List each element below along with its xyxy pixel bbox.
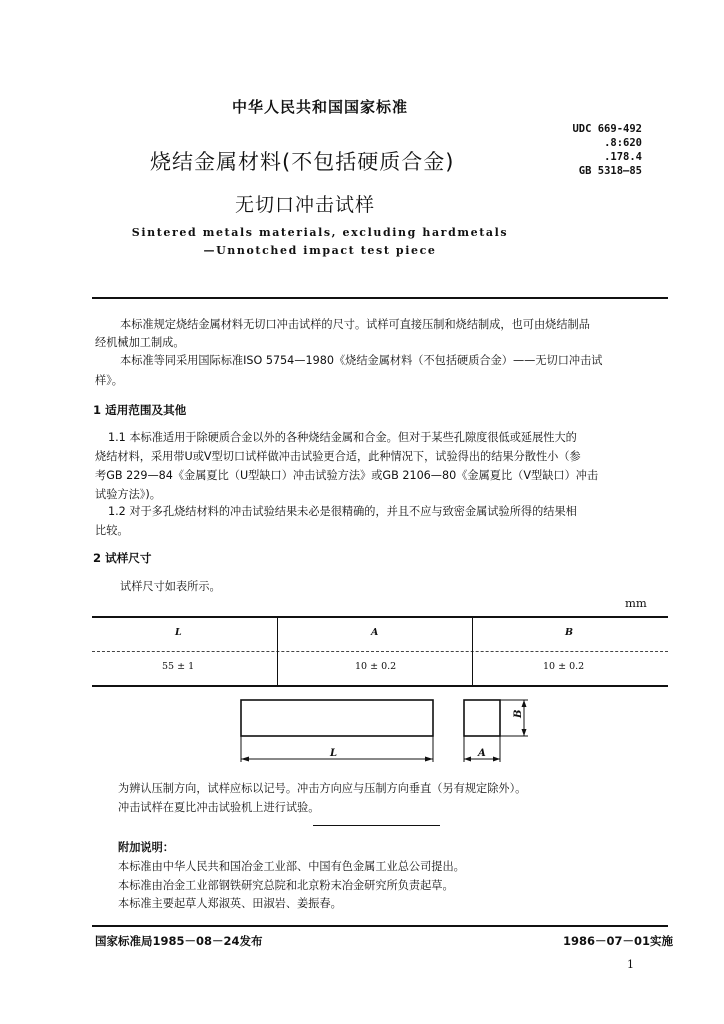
national-standard-label: 中华人民共和国国家标准	[231, 98, 408, 116]
table-header-l: L	[175, 627, 182, 638]
effective-date: 1986－07－01实施	[563, 934, 674, 948]
section1-heading: 1 适用范围及其他	[93, 403, 187, 417]
intro-p1-line1: 本标准规定烧结金属材料无切口冲击试样的尺寸。试样可直接压制和烧结制成，也可由烧结制品	[120, 318, 590, 331]
clause-1-1-line2: 烧结材料，采用带U或V型切口试样做冲击试验更合适，此种情况下，试验得出的结果分散性小（参	[95, 450, 581, 463]
clause-1-1-line1: 1.1 本标准适用于除硬质合金以外的各种烧结金属和合金。但对于某些孔隙度很低或延展性大的	[108, 431, 577, 444]
specimen-drawing	[230, 698, 540, 770]
udc-line: .178.4	[604, 151, 642, 163]
table-cell-l: 55 ± 1	[162, 661, 195, 672]
specimen-end-view	[464, 700, 500, 736]
additional-line2: 本标准由冶金工业部钢铁研究总院和北京粉末冶金研究所负责起草。	[118, 879, 454, 892]
section2-heading: 2 试样尺寸	[93, 551, 152, 565]
table-cell-b: 10 ± 0.2	[543, 661, 585, 672]
specimen-side-view	[241, 700, 433, 736]
table-header-rule	[92, 651, 668, 653]
marking-note-line2: 冲击试样在夏比冲击试验机上进行试验。	[118, 801, 320, 814]
title-en-line2: —Unnotched impact test piece	[203, 244, 437, 257]
additional-notes-heading: 附加说明：	[118, 841, 174, 854]
title-en-line1: Sintered metals materials, excluding hardmetals	[131, 226, 509, 239]
clause-1-1-line4: 试验方法》)。	[95, 488, 161, 501]
table-col-divider	[472, 617, 473, 685]
gb-number: GB 5318—85	[578, 165, 642, 177]
section2-intro: 试样尺寸如表所示。	[120, 580, 221, 593]
udc-code-block	[556, 122, 642, 178]
issue-date: 国家标准局1985－08－24发布	[95, 934, 263, 948]
page-number: 1	[627, 958, 634, 971]
clause-1-2-line1: 1.2 对于多孔烧结材料的冲击试验结果未必是很精确的，并且不应与致密金属试验所得的结果相	[108, 505, 577, 518]
table-header-b: B	[565, 627, 574, 638]
end-of-text-rule	[313, 825, 440, 826]
dim-label-a: A	[478, 748, 486, 759]
title-zh-line2: 无切口冲击试样	[235, 194, 376, 216]
footer-divider	[92, 925, 668, 927]
dim-label-b: B	[513, 709, 524, 718]
title-zh-line1: 烧结金属材料(不包括硬质合金)	[150, 150, 455, 174]
clause-1-2-line2: 比较。	[95, 524, 129, 537]
clause-1-1-line3: 考GB 229—84《金属夏比（U型缺口）冲击试验方法》或GB 2106—80《金属夏比（V型缺口）冲击	[95, 469, 599, 482]
table-header-a: A	[371, 627, 379, 638]
unit-label: mm	[625, 596, 647, 610]
table-cell-a: 10 ± 0.2	[355, 661, 397, 672]
table-top-rule	[92, 616, 668, 618]
udc-line: UDC 669-492	[572, 123, 642, 135]
additional-line1: 本标准由中华人民共和国冶金工业部、中国有色金属工业总公司提出。	[118, 860, 465, 873]
additional-line3: 本标准主要起草人郑淑英、田淑岩、姜振春。	[118, 897, 342, 910]
marking-note-line1: 为辨认压制方向，试样应标以记号。冲击方向应与压制方向垂直（另有规定除外）。	[118, 782, 527, 795]
header-divider	[92, 297, 668, 299]
table-bottom-rule	[92, 685, 668, 687]
dim-label-l: L	[330, 748, 338, 759]
table-col-divider	[277, 617, 278, 685]
intro-p1-line2: 经机械加工制成。	[95, 336, 185, 349]
udc-line: .8:620	[604, 137, 642, 149]
intro-p2-line1: 本标准等同采用国际标准ISO 5754—1980《烧结金属材料（不包括硬质合金）——无切口冲击试	[120, 354, 603, 367]
intro-p2-line2: 样》。	[95, 374, 123, 387]
